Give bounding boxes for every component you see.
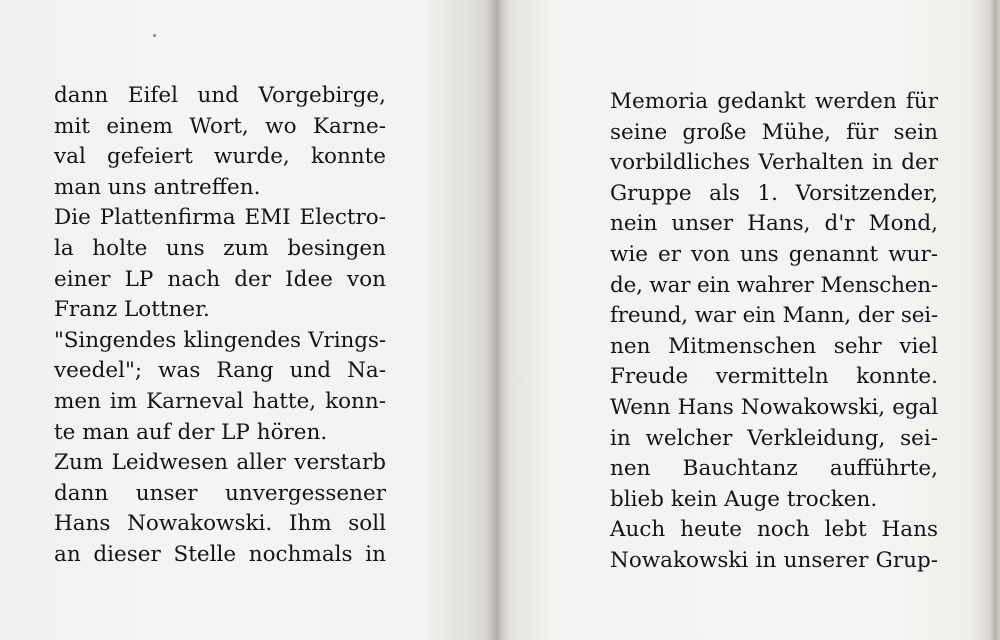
text-line: man uns antreffen. [54, 174, 261, 200]
text-line: te man auf der LP hören. [54, 419, 328, 445]
text-line: nen Bauchtanz aufführte, [610, 456, 938, 482]
text-line: Wenn Hans Nowakowski, egal [610, 394, 938, 420]
text-line: Gruppe als 1. Vorsitzender, [610, 180, 938, 206]
text-line: dann unser unvergessener [54, 480, 386, 506]
text-line: de, war ein wahrer Menschen- [610, 272, 938, 298]
left-page [0, 0, 497, 640]
text-line: einer LP nach der Idee von [54, 266, 386, 292]
text-line: mit einem Wort, wo Karne- [54, 113, 386, 139]
text-line: Die Plattenfirma EMI Electro- [54, 205, 386, 231]
text-line: vorbildliches Verhalten in der [610, 150, 938, 176]
text-line: an dieser Stelle nochmals in [54, 541, 386, 567]
text-line: seine große Mühe, für sein [610, 119, 938, 145]
text-line: nein unser Hans, d'r Mond, [610, 211, 938, 237]
text-line: Nowakowski in unserer Grup- [610, 547, 938, 573]
page-edge [990, 0, 1000, 640]
paper-speck [153, 34, 156, 37]
text-line: blieb kein Auge trocken. [610, 486, 878, 512]
right-page [497, 0, 1000, 640]
text-line: Auch heute noch lebt Hans [610, 517, 938, 543]
text-line: Memoria gedankt werden für [610, 89, 938, 114]
text-line: nen Mitmenschen sehr viel [610, 333, 938, 359]
text-line: val gefeiert wurde, konnte [54, 144, 386, 170]
book-gutter [486, 0, 508, 640]
text-line: la holte uns zum besingen [54, 235, 386, 261]
text-line: "Singendes klingendes Vrings- [54, 327, 386, 353]
text-line: Freude vermitteln konnte. [610, 364, 938, 390]
right-page-text [610, 87, 938, 577]
text-line: men im Karneval hatte, konn- [54, 388, 386, 414]
text-line: in welcher Verkleidung, sei- [610, 425, 938, 451]
text-line: dann Eifel und Vorgebirge, [54, 83, 386, 108]
text-line: Franz Lottner. [54, 297, 210, 323]
text-line: freund, war ein Mann, der sei- [610, 303, 938, 329]
text-line: Zum Leidwesen aller verstarb [54, 450, 386, 476]
text-line: veedel"; was Rang und Na- [54, 358, 386, 384]
text-line: Hans Nowakowski. Ihm soll [54, 511, 386, 537]
left-page-text [54, 81, 386, 571]
text-line: wie er von uns genannt wur- [610, 241, 938, 267]
